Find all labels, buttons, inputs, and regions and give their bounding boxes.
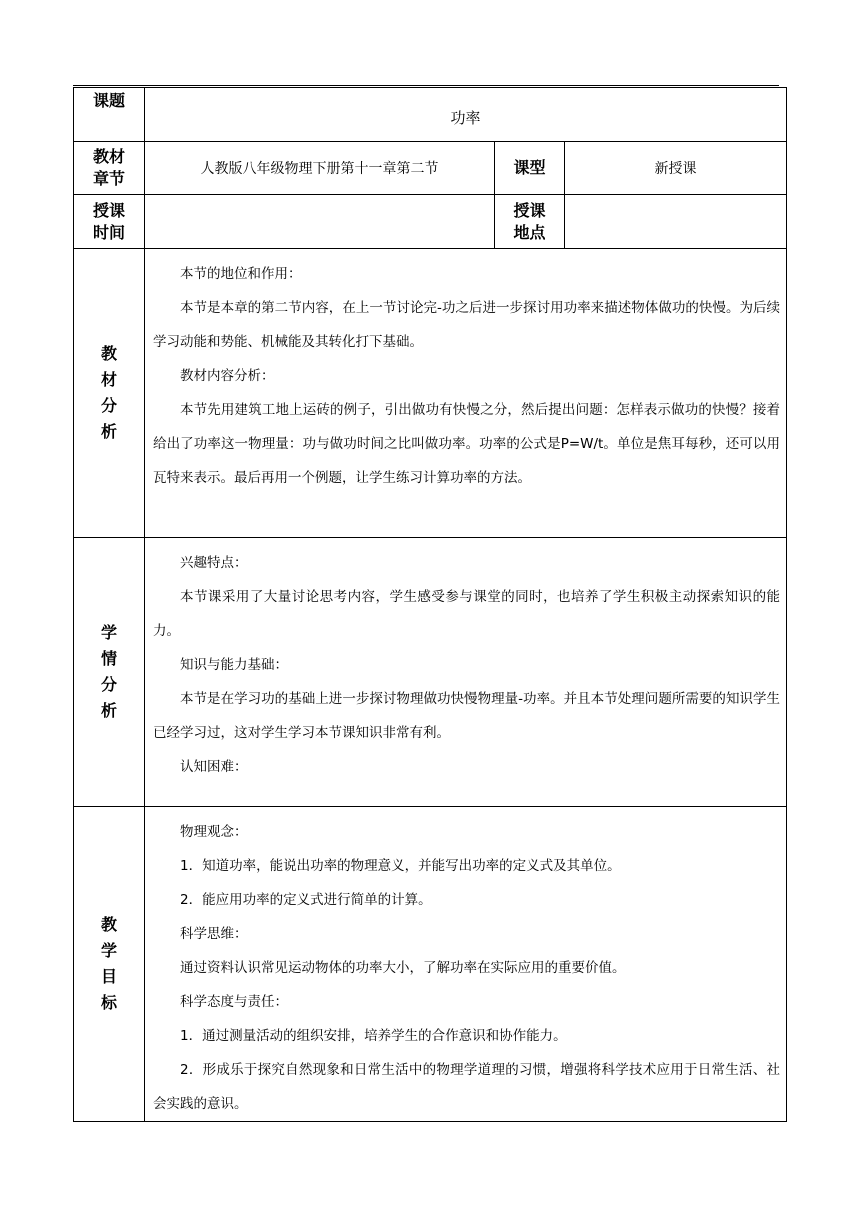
student-analysis-label [74, 538, 145, 807]
teaching-goals-row [74, 807, 787, 1122]
place-label-text: 授课地点 [513, 200, 546, 242]
chapter-label [74, 142, 145, 195]
paragraph: 兴趣特点： [180, 555, 248, 571]
student-analysis-row [74, 538, 787, 807]
label-char: 学 [100, 623, 117, 642]
chapter-label-text: 教材章节 [92, 147, 125, 188]
label-char: 材 [100, 370, 117, 389]
topic-value: 功率 [145, 88, 787, 142]
chapter-row [74, 142, 787, 195]
label-char: 标 [100, 993, 117, 1012]
paragraph: 知识与能力基础： [180, 657, 288, 673]
paragraph: 本节是在学习功的基础上进一步探讨物理做功快慢物理量-功率。并且本节处理问题所需要的知识学生已经学习过，这对学生学习本节课知识非常有利。 [153, 691, 781, 741]
paragraph: 科学思维： [180, 926, 248, 942]
label-char: 教 [100, 344, 117, 363]
chapter-value: 人教版八年级物理下册第十一章第二节 [145, 142, 495, 195]
top-rule [73, 85, 779, 86]
paragraph: 教材内容分析： [180, 368, 275, 384]
time-row [74, 195, 787, 249]
paragraph: 科学态度与责任： [180, 994, 288, 1010]
paragraph: 2．能应用功率的定义式进行简单的计算。 [180, 892, 432, 908]
place-value [565, 195, 787, 249]
topic-row [74, 88, 787, 142]
label-char: 情 [100, 649, 117, 668]
label-char: 析 [100, 701, 117, 720]
label-char: 分 [100, 396, 117, 415]
teaching-goals-label [74, 807, 145, 1122]
paragraph: 物理观念： [180, 824, 248, 840]
paragraph: 本节是本章的第二节内容，在上一节讨论完-功之后进一步探讨用功率来描述物体做功的快慢。为后续学习动能和势能、机械能及其转化打下基础。 [153, 300, 781, 350]
label-char: 学 [100, 941, 117, 960]
paragraph: 1．通过测量活动的组织安排，培养学生的合作意识和协作能力。 [180, 1028, 567, 1044]
paragraph: 本节的地位和作用： [180, 266, 302, 282]
label-char: 分 [100, 675, 117, 694]
label-char: 教 [100, 915, 117, 934]
label-char: 目 [100, 967, 117, 986]
paragraph: 本节先用建筑工地上运砖的例子，引出做功有快慢之分，然后提出问题：怎样表示做功的快慢？接着给出了功率这一物理量：功与做功时间之比叫做功率。功率的公式是P=W/t。单位是焦耳每秒，还可以用瓦特来表示。最后再用一个例题，让学生练习计算功率的方法。 [153, 402, 781, 486]
topic-label: 课题 [74, 88, 145, 142]
label-char: 析 [100, 422, 117, 441]
material-analysis-label [74, 249, 145, 538]
paragraph: 通过资料认识常见运动物体的功率大小，了解功率在实际应用的重要价值。 [180, 960, 626, 976]
paragraph: 本节课采用了大量讨论思考内容，学生感受参与课堂的同时，也培养了学生积极主动探索知识的能力。 [153, 589, 781, 639]
material-analysis-row [74, 249, 787, 538]
teaching-goals-content [145, 807, 787, 1122]
paragraph: 1．知道功率，能说出功率的物理意义，并能写出功率的定义式及其单位。 [180, 858, 621, 874]
lesson-plan-table [73, 87, 787, 1122]
lesson-type-value: 新授课 [565, 142, 787, 195]
time-value [145, 195, 495, 249]
paragraph: 认知困难： [180, 759, 248, 775]
paragraph: 2．形成乐于探究自然现象和日常生活中的物理学道理的习惯，增强将科学技术应用于日常生活、社会实践的意识。 [153, 1062, 781, 1112]
time-label-text: 授课时间 [92, 200, 125, 242]
time-label [74, 195, 145, 249]
student-analysis-content [145, 538, 787, 807]
place-label [495, 195, 565, 249]
lesson-type-label: 课型 [495, 142, 565, 195]
material-analysis-content [145, 249, 787, 538]
